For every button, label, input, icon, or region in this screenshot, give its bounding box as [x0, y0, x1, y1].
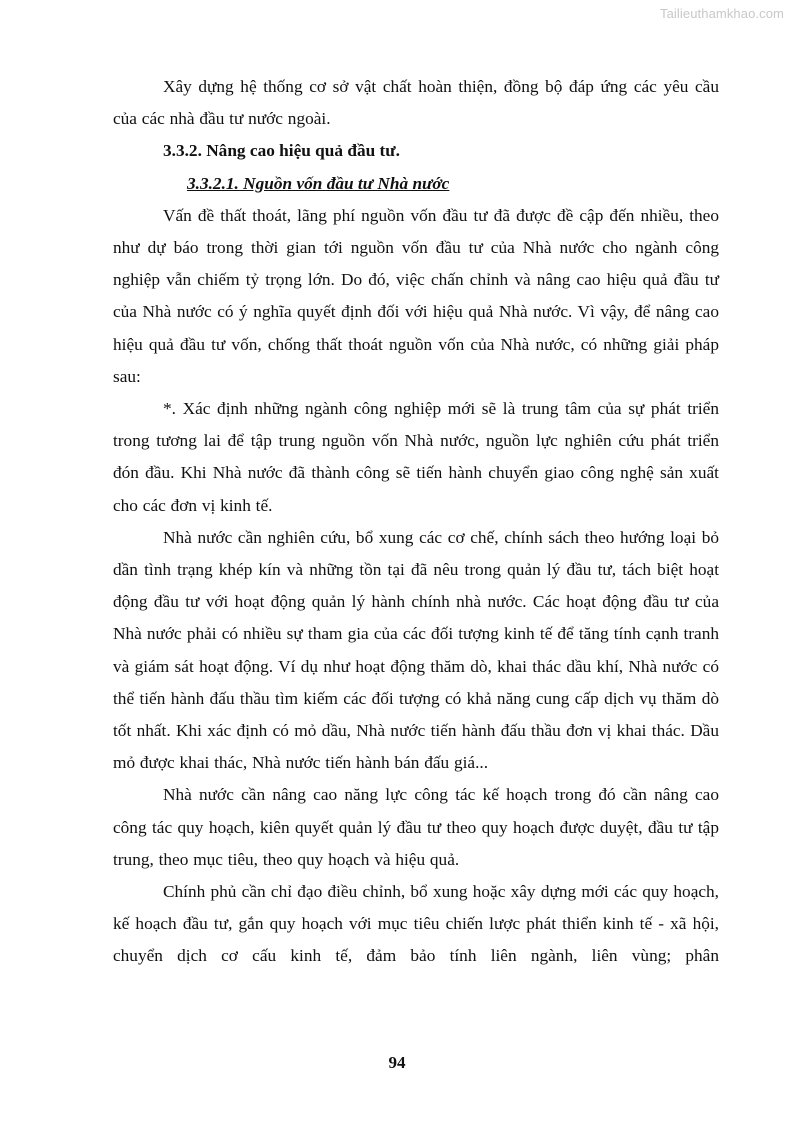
page-number: 94 — [388, 1053, 406, 1072]
paragraph-planning: Nhà nước cần nâng cao năng lực công tác kế hoạch trong đó cần nâng cao công tác quy hoạch, kiên quyết quản lý đầu tư theo quy hoạch được duyệt, đầu tư tập trung, theo mục tiêu, theo quy hoạch và hiệu quả. — [113, 785, 719, 869]
paragraph-government: Chính phủ cần chỉ đạo điều chỉnh, bổ xung hoặc xây dựng mới các quy hoạch, kế hoạch đầu tư, gắn quy hoạch với mục tiêu chiến lược phát thiển kinh tế - xã hội, chuyển dịch cơ cấu kinh tế, đảm bảo tính liên ngành, liên vùng; phân — [113, 882, 719, 966]
document-body — [113, 71, 719, 973]
section-heading: 3.3.2. Nâng cao hiệu quả đầu tư. — [163, 141, 400, 161]
paragraph-state-capital: Vấn đề thất thoát, lãng phí nguồn vốn đầu tư đã được đề cập đến nhiều, theo như dự báo trong thời gian tới nguồn vốn đầu tư của Nhà nước cho ngành công nghiệp vẫn chiếm tỷ trọng lớn. Do đó, việc chấn chỉnh và nâng cao hiệu quả đầu tư của Nhà nước có ý nghĩa quyết định đối với hiệu quả Nhà nước. Vì vậy, để nâng cao hiệu quả đầu tư vốn, chống thất thoát nguồn vốn của Nhà nước, có những giải pháp sau: — [113, 205, 719, 386]
watermark-text: Tailieuthamkhao.com — [659, 6, 784, 21]
paragraph-infrastructure: Xây dựng hệ thống cơ sở vật chất hoàn thiện, đồng bộ đáp ứng các yêu cầu của các nhà đầu tư nước ngoài. — [113, 77, 719, 129]
paragraph-mechanisms: Nhà nước cần nghiên cứu, bổ xung các cơ chế, chính sách theo hướng loại bỏ dần tình trạng khép kín và những tồn tại đã nêu trong quản lý đầu tư, tách biệt hoạt động đầu tư với hoạt động quản lý hành chính nhà nước. Các hoạt động đầu tư của Nhà nước phải có nhiều sự tham gia của các đối tượng kinh tế để tăng tính cạnh tranh và giám sát hoạt động. Ví dụ như hoạt động thăm dò, khai thác dầu khí, Nhà nước có thể tiến hành đấu thầu tìm kiếm các đối tượng có khả năng cung cấp dịch vụ thăm dò tốt nhất. Khi xác định có mỏ dầu, Nhà nước tiến hành đấu thầu đơn vị khai thác. Dầu mỏ được khai thác, Nhà nước tiến hành bán đấu giá... — [113, 527, 719, 773]
subsection-heading: 3.3.2.1. Nguồn vốn đầu tư Nhà nước — [187, 173, 450, 193]
paragraph-new-industries: *. Xác định những ngành công nghiệp mới sẽ là trung tâm của sự phát triển trong tương lai để tập trung nguồn vốn Nhà nước, nguồn lực nghiên cứu phát triển đón đầu. Khi Nhà nước đã thành công sẽ tiến hành chuyển giao công nghệ sản xuất cho các đơn vị kinh tế. — [113, 399, 719, 515]
